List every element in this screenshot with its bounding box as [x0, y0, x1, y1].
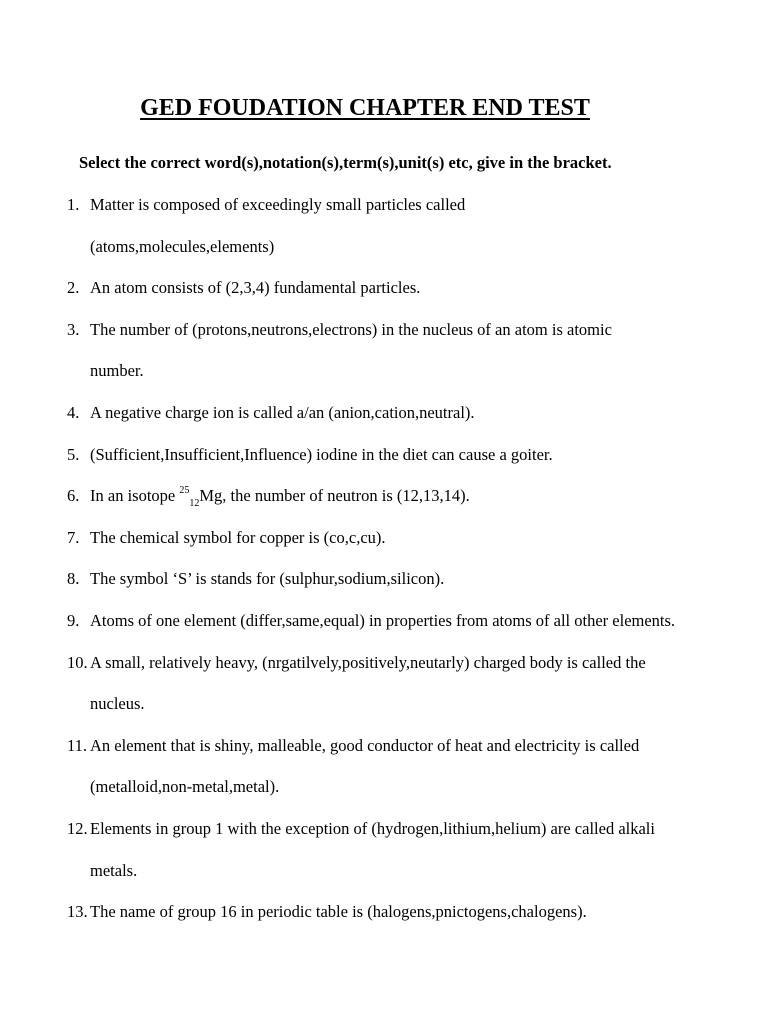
- question-text-line: Elements in group 1 with the exception of (hydrogen,lithium,helium) are called alkali: [90, 818, 655, 838]
- question-item: [0, 818, 768, 882]
- question-text-line: A small, relatively heavy, (nrgatilvely,positively,neutarly) charged body is called the: [90, 652, 646, 672]
- question-item: [0, 568, 768, 590]
- question-text-line: The number of (protons,neutrons,electrons) in the nucleus of an atom is atomic: [90, 319, 612, 339]
- question-number: 6.: [67, 486, 80, 506]
- page-title: GED FOUDATION CHAPTER END TEST: [140, 95, 590, 121]
- question-item: [0, 610, 768, 632]
- question-text-after: Mg, the number of neutron is (12,13,14).: [199, 486, 470, 506]
- question-text-line: An element that is shiny, malleable, good conductor of heat and electricity is called: [90, 735, 640, 755]
- question-number: 12.: [67, 818, 88, 838]
- question-number: 10.: [67, 652, 88, 672]
- question-item: [0, 319, 768, 383]
- question-text-line: A negative charge ion is called a/an (anion,cation,neutral).: [90, 402, 475, 422]
- question-number: 3.: [67, 319, 80, 339]
- question-text-line: (metalloid,non-metal,metal).: [90, 777, 280, 797]
- question-list: [0, 194, 768, 943]
- question-item: [0, 484, 768, 510]
- question-text-before: In an isotope: [90, 486, 180, 506]
- question-text-line: number.: [90, 361, 144, 381]
- question-number: 9.: [67, 610, 80, 630]
- question-text-line: (Sufficient,Insufficient,Influence) iodine in the diet can cause a goiter.: [90, 444, 553, 464]
- question-text-line: nucleus.: [90, 694, 145, 714]
- question-number: 13.: [67, 902, 88, 922]
- question-text-line: The name of group 16 in periodic table is (halogens,pnictogens,chalogens).: [90, 902, 587, 922]
- isotope-atomic-number: 12: [189, 498, 200, 510]
- question-number: 5.: [67, 444, 80, 464]
- question-number: 7.: [67, 527, 80, 547]
- instruction-text: Select the correct word(s),notation(s),term(s),unit(s) etc, give in the bracket.: [79, 153, 612, 172]
- question-number: 8.: [67, 569, 80, 589]
- question-number: 11.: [67, 735, 88, 755]
- question-text-line: The chemical symbol for copper is (co,c,cu).: [90, 527, 386, 547]
- question-number: 1.: [67, 195, 80, 214]
- question-text-line: The symbol ‘S’ is stands for (sulphur,sodium,silicon).: [90, 569, 445, 589]
- question-text-line: [0, 484, 768, 510]
- question-item: [0, 402, 768, 424]
- isotope-mass-number: 25: [179, 484, 190, 496]
- question-item: [0, 901, 768, 923]
- question-text-line: Matter is composed of exceedingly small particles called: [90, 195, 466, 214]
- question-text-line: Atoms of one element (differ,same,equal) in properties from atoms of all other elements.: [90, 610, 676, 630]
- question-text-line: An atom consists of (2,3,4) fundamental particles.: [90, 278, 421, 298]
- question-text-line: (atoms,molecules,elements): [90, 236, 275, 256]
- question-number: 2.: [67, 278, 80, 298]
- question-text-line: metals.: [90, 860, 138, 880]
- question-item: [0, 527, 768, 549]
- question-number: 4.: [67, 402, 80, 422]
- question-item: [0, 444, 768, 466]
- question-item: [0, 652, 768, 716]
- question-item: [0, 277, 768, 299]
- question-item: [0, 735, 768, 799]
- question-item: [0, 194, 768, 258]
